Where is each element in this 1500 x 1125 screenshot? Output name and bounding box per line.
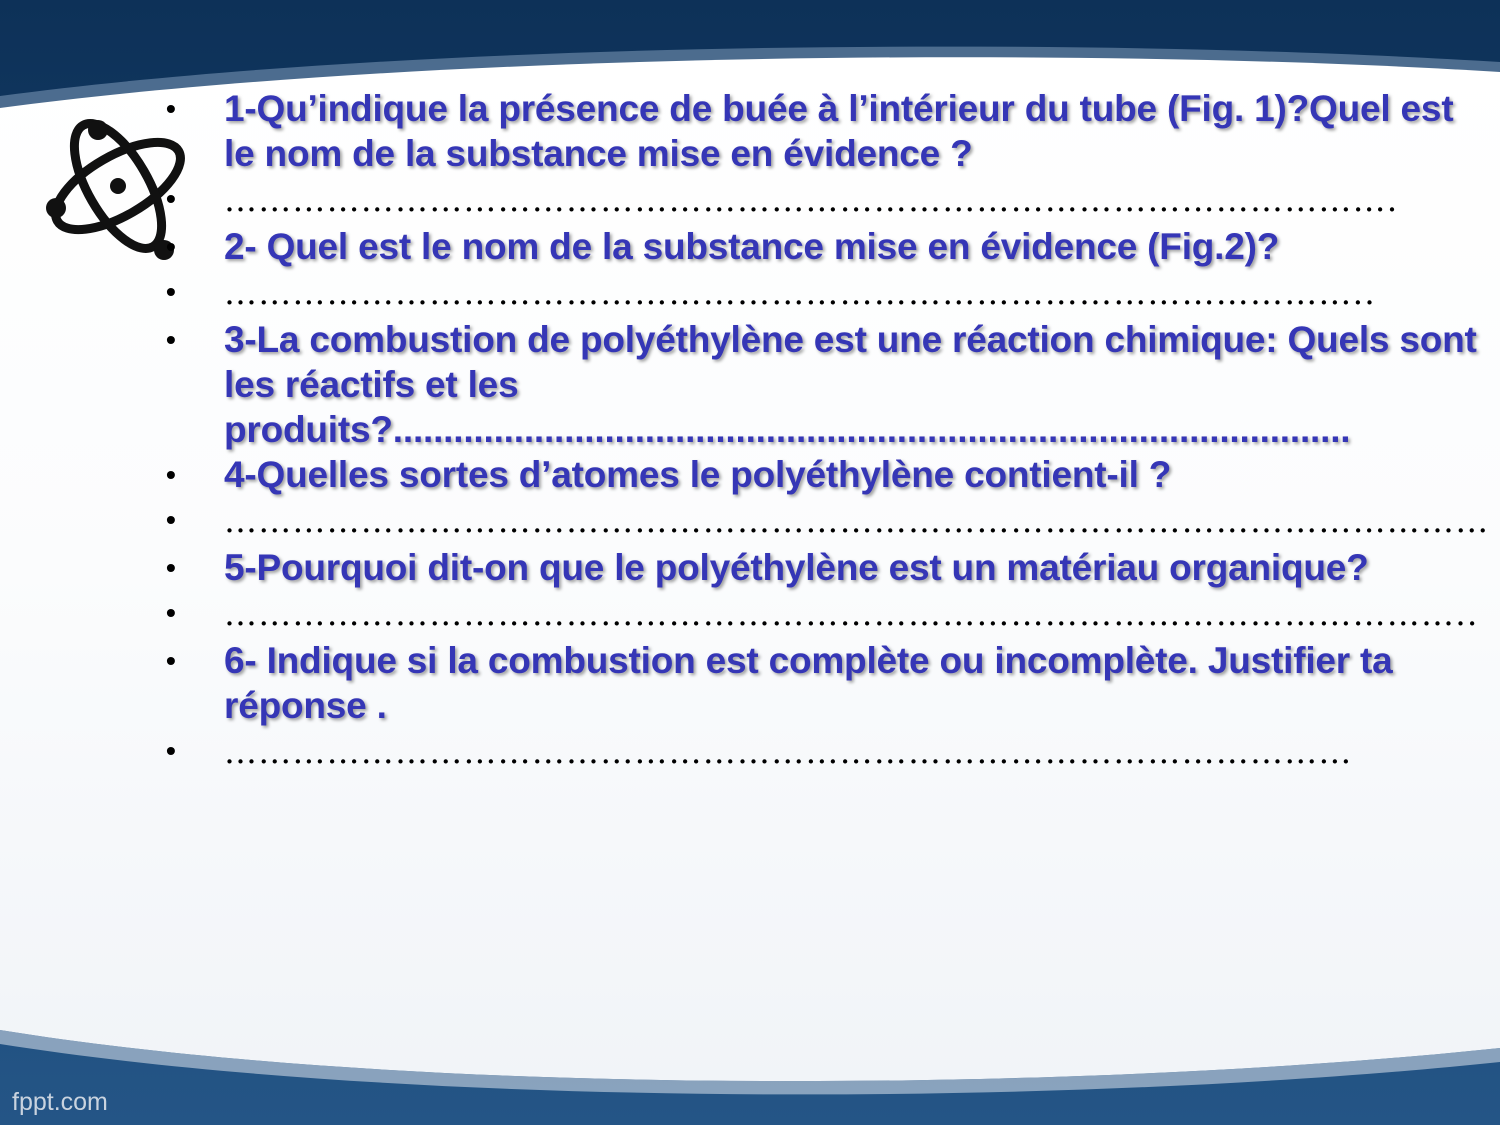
questions-list — [160, 86, 1490, 776]
answer-dots[interactable]: ……………………………………………………………………………………………….. — [224, 594, 1479, 633]
question-6 — [160, 638, 1480, 728]
bullet: • — [166, 459, 176, 490]
bullet: • — [166, 231, 176, 262]
bullet: • — [166, 735, 176, 766]
answer-line-1[interactable] — [160, 176, 1480, 224]
answer-dots[interactable]: ……………………………………………………………………………………… — [224, 732, 1353, 771]
bullet: • — [166, 276, 176, 307]
question-text: 2- Quel est le nom de la substance mise en évidence (Fig.2)? — [224, 226, 1280, 267]
question-4 — [160, 452, 1480, 497]
question-text: 4-Quelles sortes d’atomes le polyéthylène contient-il ? — [224, 454, 1172, 495]
question-1 — [160, 86, 1480, 176]
question-5 — [160, 545, 1480, 590]
answer-line-2[interactable] — [160, 269, 1480, 317]
answer-line-5[interactable] — [160, 590, 1480, 638]
question-text: 6- Indique si la combustion est complète ou incomplète. Justifier ta réponse . — [224, 640, 1393, 726]
question-3 — [160, 317, 1480, 452]
bullet: • — [166, 183, 176, 214]
bullet: • — [166, 597, 176, 628]
question-2 — [160, 224, 1480, 269]
bullet: • — [166, 324, 176, 355]
answer-dots[interactable]: ………………………………………………………………………………………………… — [224, 501, 1490, 540]
answer-line-6[interactable] — [160, 728, 1480, 776]
brand-logo-text: fppt.com — [12, 1088, 108, 1116]
question-text: 1-Qu’indique la présence de buée à l’intérieur du tube (Fig. 1)?Quel est le nom de la substance mise en évidence ? — [224, 88, 1454, 174]
answer-dots[interactable]: ……………………………………………………………………………………….. — [224, 273, 1376, 312]
bullet: • — [166, 552, 176, 583]
bullet: • — [166, 645, 176, 676]
answer-dots[interactable]: …………………………………………………………………………………………. — [224, 180, 1399, 219]
bullet: • — [166, 504, 176, 535]
question-text: 3-La combustion de polyéthylène est une réaction chimique: Quels sont les réactifs et les produits?............................................................................................... — [224, 319, 1477, 450]
bullet: • — [166, 93, 176, 124]
answer-line-4[interactable] — [160, 497, 1490, 545]
question-text: 5-Pourquoi dit-on que le polyéthylène est un matériau organique? — [224, 547, 1369, 588]
